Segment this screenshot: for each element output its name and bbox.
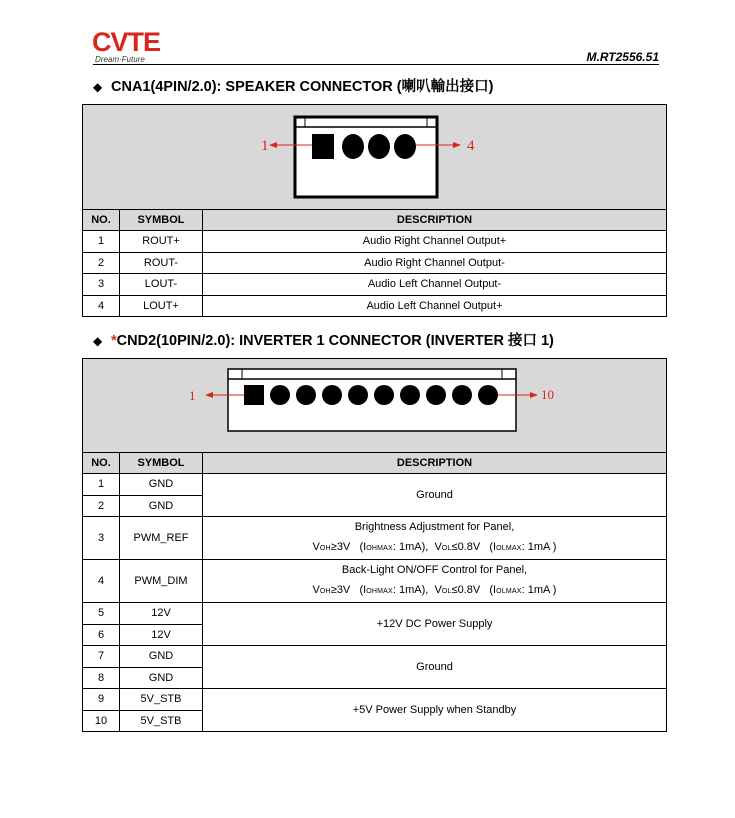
pin-circle bbox=[348, 385, 368, 405]
col-header-no: NO. bbox=[83, 210, 120, 231]
right-arrow-icon bbox=[453, 142, 461, 148]
pin-symbol: PWM_DIM bbox=[120, 560, 203, 603]
pin-description: Audio Right Channel Output+ bbox=[203, 231, 667, 253]
cna1-connector-diagram bbox=[82, 104, 667, 211]
right-arrow-icon bbox=[530, 392, 538, 398]
cnd2-diagram-svg bbox=[83, 359, 666, 453]
pin-no: 4 bbox=[83, 295, 120, 317]
cvte-logo bbox=[92, 27, 161, 64]
pin-circle bbox=[270, 385, 290, 405]
cna1-pin-table bbox=[82, 209, 667, 317]
pwm-ref-line2: VOH≥3V (IOHMAX: 1mA), VOL≤0.8V (IOLMAX: 1mA ) bbox=[312, 541, 557, 553]
pin-circle bbox=[426, 385, 446, 405]
diamond-bullet-icon: ◆ bbox=[93, 334, 103, 348]
pin-description bbox=[203, 560, 667, 603]
pin-description: Audio Right Channel Output- bbox=[203, 252, 667, 274]
col-header-description: DESCRIPTION bbox=[203, 210, 667, 231]
pin-symbol: 12V bbox=[120, 624, 203, 646]
pin-description: Ground bbox=[203, 474, 667, 517]
pin-symbol: PWM_REF bbox=[120, 517, 203, 560]
left-arrow-icon bbox=[269, 142, 277, 148]
col-header-symbol: SYMBOL bbox=[120, 210, 203, 231]
header-divider bbox=[93, 64, 659, 65]
pin-symbol: LOUT- bbox=[120, 274, 203, 296]
cna1-left-label: 1 bbox=[261, 138, 269, 154]
section-title-cnd2 bbox=[93, 329, 554, 350]
table-row bbox=[83, 252, 667, 274]
table-row bbox=[83, 689, 667, 711]
pin-1-square bbox=[312, 134, 334, 159]
table-row bbox=[83, 231, 667, 253]
cna1-diagram-svg bbox=[83, 105, 666, 210]
table-row bbox=[83, 603, 667, 625]
pin-symbol: ROUT+ bbox=[120, 231, 203, 253]
pin-no: 1 bbox=[83, 231, 120, 253]
col-header-description: DESCRIPTION bbox=[203, 453, 667, 474]
section-title-cna1 bbox=[93, 75, 493, 96]
document-number: M.RT2556.51 bbox=[586, 50, 659, 64]
table-row bbox=[83, 560, 667, 603]
table-header-row bbox=[83, 210, 667, 231]
pin-symbol: LOUT+ bbox=[120, 295, 203, 317]
pin-description: Audio Left Channel Output+ bbox=[203, 295, 667, 317]
pin-circle bbox=[374, 385, 394, 405]
pin-no: 9 bbox=[83, 689, 120, 711]
col-header-no: NO. bbox=[83, 453, 120, 474]
table-header-row bbox=[83, 453, 667, 474]
pin-no: 1 bbox=[83, 474, 120, 496]
pin-no: 3 bbox=[83, 274, 120, 296]
table-row bbox=[83, 295, 667, 317]
pin-circle bbox=[322, 385, 342, 405]
pin-no: 6 bbox=[83, 624, 120, 646]
table-row bbox=[83, 274, 667, 296]
pin-description: Ground bbox=[203, 646, 667, 689]
pin-description: +5V Power Supply when Standby bbox=[203, 689, 667, 732]
section2-title-text: CND2(10PIN/2.0): INVERTER 1 CONNECTOR (INVERTER 接口 1) bbox=[116, 333, 554, 349]
pin-1-square bbox=[244, 385, 264, 405]
pin-symbol: ROUT- bbox=[120, 252, 203, 274]
pin-symbol: GND bbox=[120, 495, 203, 517]
pin-no: 8 bbox=[83, 667, 120, 689]
pwm-ref-line1: Brightness Adjustment for Panel, bbox=[354, 521, 515, 533]
pin-symbol: GND bbox=[120, 474, 203, 496]
pin-no: 5 bbox=[83, 603, 120, 625]
logo-text: CVTE bbox=[92, 27, 161, 57]
pin-no: 10 bbox=[83, 710, 120, 732]
pwm-dim-line2: VOH≥3V (IOHMAX: 1mA), VOL≤0.8V (IOLMAX: 1mA ) bbox=[312, 584, 557, 596]
pin-4-circle bbox=[394, 134, 416, 159]
table-row bbox=[83, 517, 667, 560]
cnd2-connector-diagram bbox=[82, 358, 667, 454]
pin-3-circle bbox=[368, 134, 390, 159]
pin-symbol: 5V_STB bbox=[120, 689, 203, 711]
pwm-dim-line1: Back-Light ON/OFF Control for Panel, bbox=[341, 564, 528, 576]
pin-no: 2 bbox=[83, 252, 120, 274]
table-row bbox=[83, 646, 667, 668]
pin-circle bbox=[452, 385, 472, 405]
diamond-bullet-icon: ◆ bbox=[93, 80, 103, 94]
pin-symbol: 12V bbox=[120, 603, 203, 625]
required-star: * bbox=[111, 333, 117, 349]
pin-description: +12V DC Power Supply bbox=[203, 603, 667, 646]
section1-title-text: CNA1(4PIN/2.0): SPEAKER CONNECTOR (喇叭輸出接口) bbox=[111, 79, 494, 95]
cnd2-left-label: 1 bbox=[189, 388, 196, 403]
pin-circle bbox=[400, 385, 420, 405]
pin-circle bbox=[478, 385, 498, 405]
pin-symbol: 5V_STB bbox=[120, 710, 203, 732]
table-row bbox=[83, 474, 667, 496]
cnd2-pin-table bbox=[82, 452, 667, 732]
pin-no: 2 bbox=[83, 495, 120, 517]
pin-description: Audio Left Channel Output- bbox=[203, 274, 667, 296]
pin-no: 3 bbox=[83, 517, 120, 560]
cna1-right-label: 4 bbox=[467, 138, 475, 154]
left-arrow-icon bbox=[205, 392, 213, 398]
pin-circle bbox=[296, 385, 316, 405]
pin-2-circle bbox=[342, 134, 364, 159]
pin-description bbox=[203, 517, 667, 560]
pin-no: 7 bbox=[83, 646, 120, 668]
col-header-symbol: SYMBOL bbox=[120, 453, 203, 474]
pin-no: 4 bbox=[83, 560, 120, 603]
cnd2-right-label: 10 bbox=[541, 387, 554, 402]
pin-symbol: GND bbox=[120, 667, 203, 689]
logo-tagline: Dream·Future bbox=[95, 55, 145, 64]
pin-symbol: GND bbox=[120, 646, 203, 668]
